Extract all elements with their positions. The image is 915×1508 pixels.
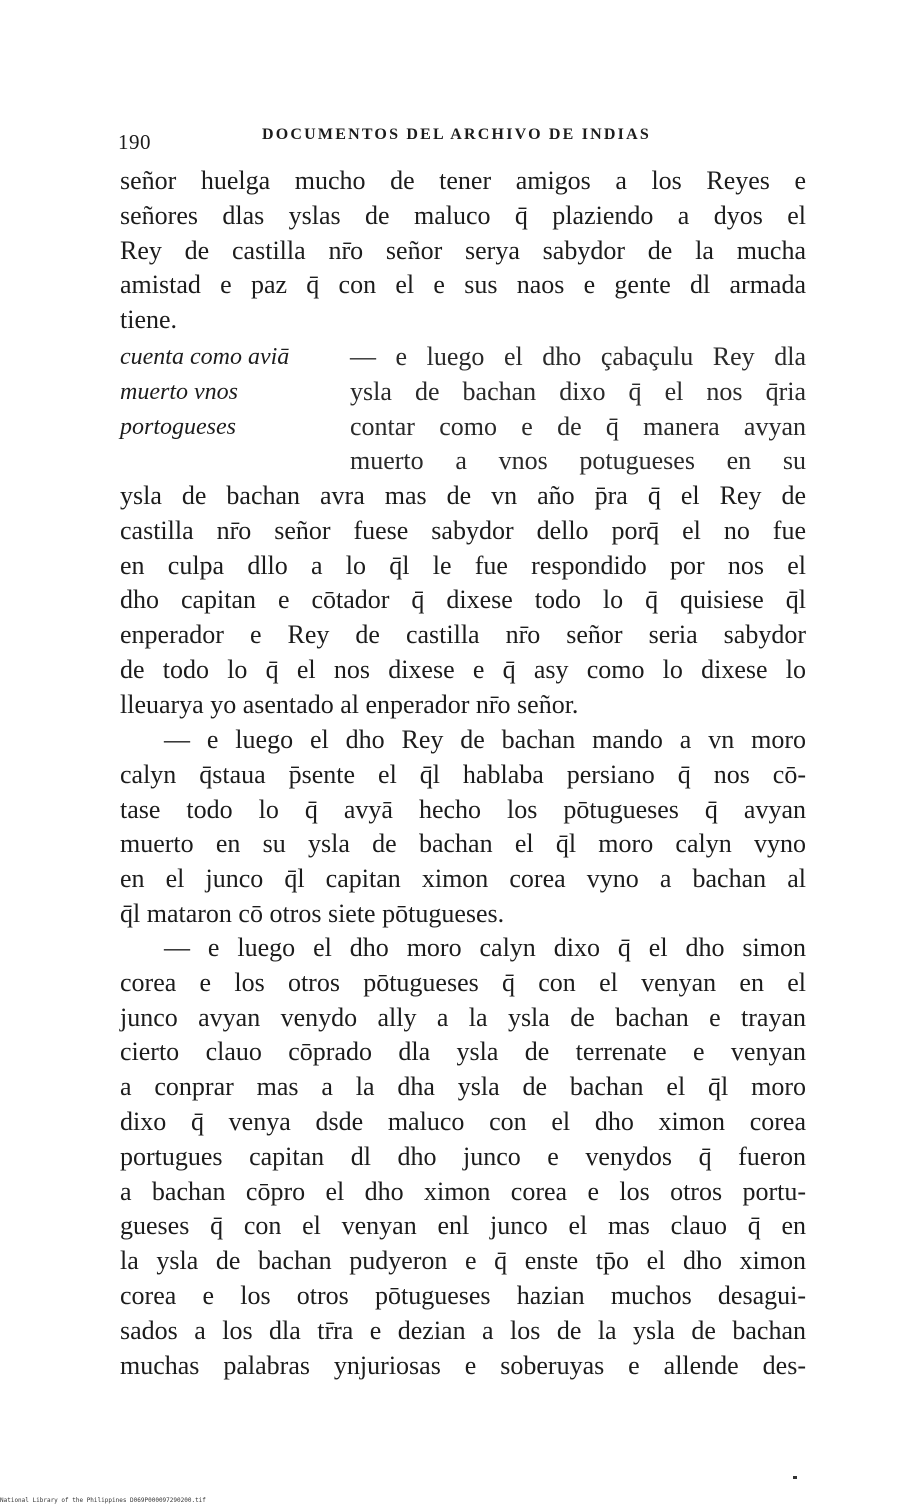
text-line: lleuarya yo asentado al enperador nr̄o señor. bbox=[120, 689, 579, 719]
text-line: q̄l mataron cō otros siete pōtugueses. bbox=[120, 898, 505, 928]
text-line: — e luego el dho moro calyn dixo q̄ el dho simon bbox=[164, 933, 806, 962]
paragraph-top bbox=[120, 164, 806, 338]
text-line: en el junco q̄l capitan ximon corea vyno a bachan al bbox=[120, 864, 806, 894]
text-line: cierto clauo cōprado dla ysla de terrenate e venyan bbox=[120, 1037, 806, 1067]
text-line: gueses q̄ con el venyan enl junco el mas clauo q̄ en bbox=[120, 1211, 806, 1241]
text-line: contar como e de q̄ manera avyan bbox=[350, 411, 806, 441]
text-line: la ysla de bachan pudyeron e q̄ enste tp̄o el dho ximon bbox=[120, 1246, 806, 1276]
text-line: dixo q̄ venya dsde maluco con el dho ximon corea bbox=[120, 1106, 806, 1136]
text-line: ysla de bachan avra mas de vn año p̄ra q̄ el Rey de bbox=[120, 481, 806, 510]
margin-note-line: portogueses bbox=[120, 413, 236, 440]
text-line: junco avyan venydo ally a la ysla de bachan e trayan bbox=[120, 1002, 806, 1032]
text-line: a conprar mas a la dha ysla de bachan el q̄l moro bbox=[120, 1072, 806, 1102]
text-line: muerto en su ysla de bachan el q̄l moro calyn vyno bbox=[120, 829, 806, 859]
text-line: castilla nr̄o señor fuese sabydor dello porq̄ el no fue bbox=[120, 515, 806, 545]
text-line: calyn q̄staua p̄sente el q̄l hablaba persiano q̄ nos cō- bbox=[120, 759, 806, 789]
text-line: — e luego el dho Rey de bachan mando a vn moro bbox=[164, 725, 806, 754]
text-line: tiene. bbox=[120, 305, 178, 335]
text-line: sados a los dla tr̄ra e dezian a los de la ysla de bachan bbox=[120, 1315, 806, 1345]
side-paragraph bbox=[350, 340, 806, 479]
text-line: dho capitan e cōtador q̄ dixese todo lo q̄ quisiese q̄l bbox=[120, 585, 806, 615]
paragraph-final bbox=[120, 931, 806, 1383]
text-line: muchas palabras ynjuriosas e soberuyas e allende des- bbox=[120, 1350, 806, 1380]
margin-note-line: muerto vnos bbox=[120, 378, 238, 405]
margin-note-line: cuenta como aviā bbox=[120, 344, 290, 370]
scan-speck bbox=[793, 1476, 797, 1479]
paragraph-middle bbox=[120, 479, 806, 723]
page-number: 190 bbox=[118, 130, 151, 154]
text-line: tase todo lo q̄ avyā hecho los pōtugueses q̄ avyan bbox=[120, 794, 806, 824]
margin-note bbox=[120, 340, 340, 444]
scan-footer: National Library of the Philippines D069P000097290200.tif bbox=[0, 1497, 206, 1504]
text-line: corea e los otros pōtugueses q̄ con el venyan en el bbox=[120, 967, 806, 997]
text-line: señores dlas yslas de maluco q̄ plaziendo a dyos el bbox=[120, 200, 806, 230]
text-line: corea e los otros pōtugueses hazian muchos desagui- bbox=[120, 1280, 806, 1310]
text-line: de todo lo q̄ el nos dixese e q̄ asy como lo dixese lo bbox=[120, 654, 806, 684]
text-line: señor huelga mucho de tener amigos a los Reyes e bbox=[120, 166, 806, 195]
running-title: DOCUMENTOS DEL ARCHIVO DE INDIAS bbox=[262, 126, 651, 143]
text-line: muerto a vnos potugueses en su bbox=[350, 446, 806, 476]
text-line: enperador e Rey de castilla nr̄o señor seria sabydor bbox=[120, 620, 806, 650]
text-line: portugues capitan dl dho junco e venydos q̄ fueron bbox=[120, 1141, 806, 1171]
paragraph-moro bbox=[120, 723, 806, 932]
text-line: — e luego el dho çabaçulu Rey dla bbox=[350, 342, 806, 371]
text-line: a bachan cōpro el dho ximon corea e los otros portu- bbox=[120, 1176, 806, 1206]
text-line: en culpa dllo a lo q̄l le fue respondido por nos el bbox=[120, 550, 806, 580]
text-line: amistad e paz q̄ con el e sus naos e gente dl armada bbox=[120, 270, 806, 300]
text-line: ysla de bachan dixo q̄ el nos q̄ria bbox=[350, 376, 806, 406]
text-line: Rey de castilla nr̄o señor serya sabydor de la mucha bbox=[120, 235, 806, 265]
